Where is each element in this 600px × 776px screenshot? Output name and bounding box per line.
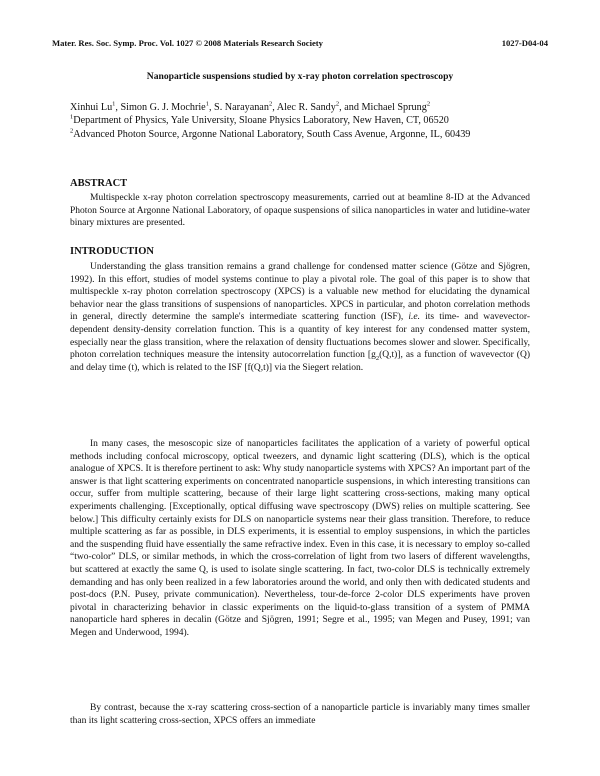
affiliation-mark: 1 — [70, 113, 74, 121]
journal-citation: Mater. Res. Soc. Symp. Proc. Vol. 1027 © 2008 Materials Research Society — [52, 38, 323, 48]
affiliation-text: Department of Physics, Yale University, Sloane Physics Laboratory, New Haven, CT, 06520 — [73, 115, 449, 127]
running-head — [52, 38, 548, 48]
author-name: and Michael Sprung — [344, 102, 427, 113]
paper-id: 1027-D04-04 — [501, 38, 548, 48]
author-affiliation-mark: 2 — [426, 100, 431, 108]
affiliation-2 — [70, 128, 530, 141]
author-affiliation-mark: 1 — [112, 100, 116, 108]
subscript: 2 — [375, 355, 380, 363]
author-name: S. Narayanan — [214, 102, 269, 113]
author-list: Xinhui Lu$^1$, Simon G. J. Mochrie$^1$, S. Narayanan$^2$, Alec R. Sandy$^2$, and Michael Sprung$^2$ — [70, 100, 431, 113]
paragraph-text: its time- and wavevector-dependent density-density correlation function. This is a quantity of key interest for any condensed matter system, especially near the glass transition, where the relaxation of density fluctuations becomes slower and slower. Specifically, photon correlation techniques measure the intensity autocorrelation function [g — [70, 312, 530, 361]
paragraph-text: (Q,t)], as a function of wavevector (Q) and delay time (t), which is related to the ISF [f(Q,t)] via the Siegert relation. — [70, 350, 530, 373]
affiliation-text: Advanced Photon Source, Argonne National Laboratory, South Cass Avenue, Argonne, IL, 60439 — [73, 128, 471, 140]
emphasis-text: i.e. — [408, 312, 420, 323]
paper-title: Nanoparticle suspensions studied by x-ray photon correlation spectroscopy — [146, 71, 454, 82]
author-affiliation-mark: 1 — [205, 100, 209, 108]
author-block — [70, 101, 530, 141]
paragraph-text: Understanding the glass transition remains a grand challenge for condensed matter science (Götze and Sjögren, 1992). In this effort, studies of model systems continue to play a pivotal role. The goal of this paper is to show that multispeckle x-ray photon correlation spectroscopy (XPCS) is a valuable new method for elucidating the dynamical behavior near the glass transitions of suspensions of nanoparticles. XPCS in particular, and photon correlation methods in general, directly determine the sample's intermediate scattering function (ISF), — [70, 262, 530, 323]
intro-paragraph-1 — [70, 261, 530, 374]
affiliation-mark: 2 — [70, 127, 74, 135]
author-name: Xinhui Lu — [70, 102, 113, 113]
author-affiliation-mark: 2 — [335, 100, 340, 108]
intro-paragraph-2: In many cases, the mesoscopic size of nanoparticles facilitates the application of a variety of powerful optical methods including confocal microscopy, optical tweezers, and dynamic light scattering (DLS), which is the optical analogue of XPCS. It is therefore pertinent to ask: Why study nanoparticle systems with XPCS? An important part of the answer is that light scattering experiments on concentrated nanoparticle suspensions, in which interesting transitions can occur, suffer from multiple scattering, because of their large light scattering cross-sections, making many optical experiments challenging. [Exceptionally, optical diffusing wave spectroscopy (DWS) relies on multiple scattering. See below.] This difficulty certainly exists for DLS on nanoparticle systems near their glass transition. Therefore, to reduce multiple scattering as far as possible, in DLS experiments, it is essential to employ suspensions, in which the particles and the suspending fluid have essentially the same refractive index. Even in this case, it is necessary to employ so-called “two-color” DLS, or similar methods, in which the cross-correlation of light from two lasers of different wavelengths, but scattered at exactly the same Q, is used to isolate single scattering. In fact, two-color DLS is technically extremely demanding and has only been realized in a few laboratories around the world, and only then with dedicated students and post-docs (P.N. Pusey, private communication). Nevertheless, tour-de-force 2-color DLS experiments have proven pivotal in characterizing behavior in classic experiments on the liquid-to-glass transition of a system of PMMA nanoparticle hard spheres in decalin (Götze and Sjögren, 1991; Segre et al., 1995; van Megen and Pusey, 1991; van Megen and Underwood, 1994). — [70, 439, 530, 638]
author-affiliation-mark: 2 — [268, 100, 273, 108]
affiliation-1 — [70, 114, 530, 127]
introduction-heading: INTRODUCTION — [70, 246, 155, 257]
intro-paragraph-3: By contrast, because the x-ray scattering cross-section of a nanoparticle particle is invariably many times smaller than its light scattering cross-section, XPCS offers an immediate — [70, 703, 530, 726]
author-name: Alec R. Sandy — [276, 102, 336, 113]
abstract-heading: ABSTRACT — [70, 178, 128, 189]
abstract-text: Multispeckle x-ray photon correlation spectroscopy measurements, carried out at beamline 8-ID at the Advanced Photon Source at Argonne National Laboratory, of opaque suspensions of silica nanoparticles in water and lutidine-water binary mixtures are presented. — [70, 193, 530, 229]
author-name: Simon G. J. Mochrie — [120, 102, 206, 113]
